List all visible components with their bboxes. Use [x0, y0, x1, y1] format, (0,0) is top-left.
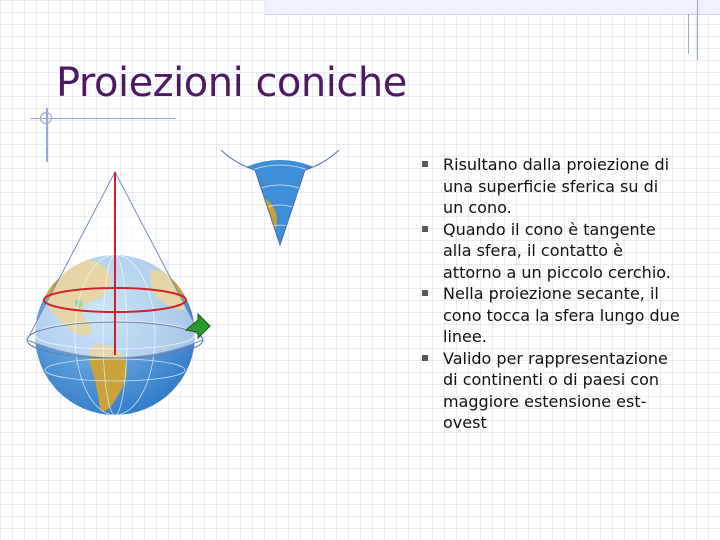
bullet-item [420, 154, 680, 219]
bullet-text: Nella proiezione secante, il cono tocca la sfera lungo due linee. [443, 284, 680, 346]
bullet-icon [422, 355, 428, 361]
bullet-icon [422, 226, 428, 232]
bullet-text: Valido per rappresentazione di continenti o di paesi con maggiore estensione est-ovest [443, 348, 668, 432]
cone [27, 172, 203, 358]
bullet-item [420, 348, 680, 434]
decorative-line [688, 14, 689, 54]
conic-projection-illustration [10, 150, 410, 430]
header-band [265, 0, 720, 15]
bullet-list [420, 154, 680, 434]
conic-map [195, 150, 365, 330]
bullet-text: Risultano dalla proiezione di una superficie sferica su di un cono. [443, 155, 670, 217]
bullet-icon [422, 290, 428, 296]
bullet-text: Quando il cono è tangente alla sfera, il contatto è attorno a un piccolo cerchio. [443, 219, 671, 282]
bullet-icon [422, 161, 428, 167]
decorative-line [697, 0, 698, 60]
bullet-item [420, 283, 680, 348]
title-ornament-icon [40, 112, 52, 124]
bullet-item [420, 219, 680, 284]
slide-title: Proiezioni coniche [56, 60, 407, 106]
